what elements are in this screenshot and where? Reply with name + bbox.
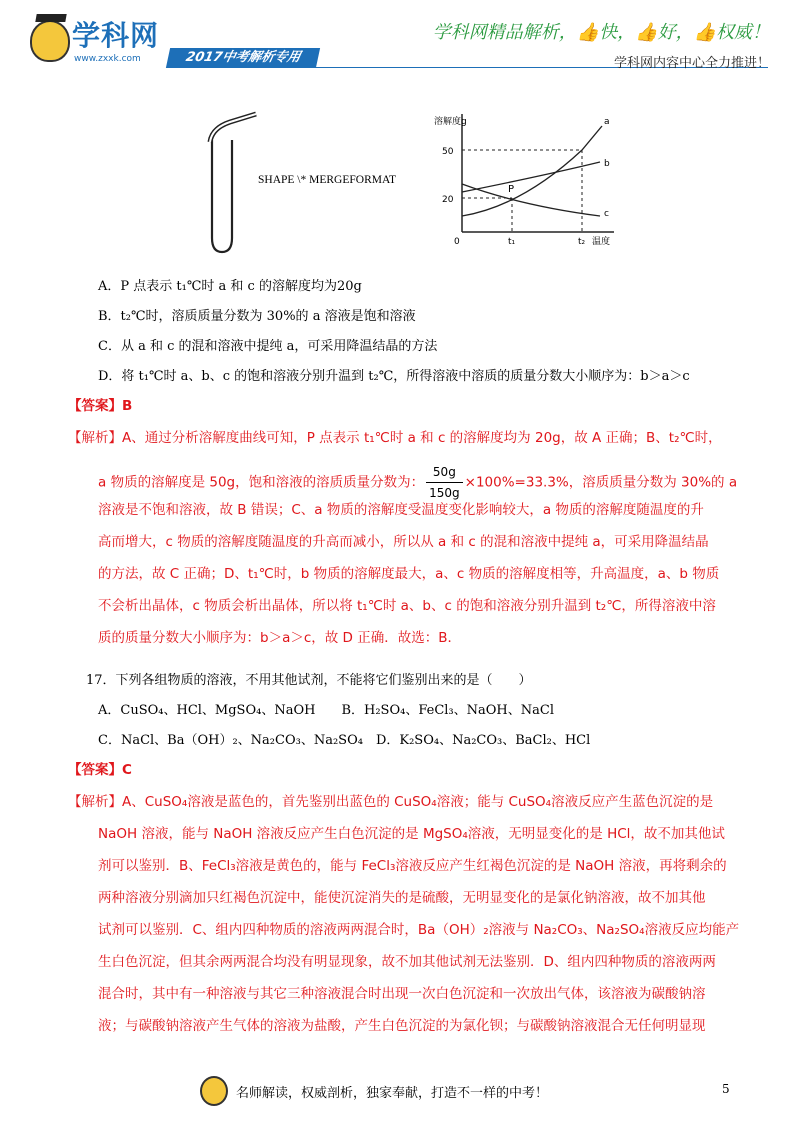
graph-y-label: 溶解度g xyxy=(434,117,467,127)
solubility-graph xyxy=(432,106,622,266)
q17-explanation-line: NaOH 溶液，能与 NaOH 溶液反应产生白色沉淀的是 MgSO₄溶液，无明显变化的是 HCl，故不加其他试 xyxy=(98,826,725,842)
graph-x-label: 温度 xyxy=(592,237,611,247)
page-footer xyxy=(0,1076,800,1116)
test-tube-drawing xyxy=(190,110,260,260)
q16-explanation-line xyxy=(98,462,737,503)
fraction-denominator: 150g xyxy=(429,486,460,500)
q17-explanation-line: 试剂可以鉴别．C、组内四种物质的溶液两两混合时，Ba（OH）₂溶液与 Na₂CO₃、Na₂SO₄溶液反应均能产 xyxy=(98,922,740,938)
graph-point-p: P xyxy=(508,184,515,195)
q17-explanation-line: 剂可以鉴别．B、FeCl₃溶液是黄色的，能与 FeCl₃溶液反应产生红褐色沉淀的是 NaOH 溶液，再将剩余的 xyxy=(98,858,727,874)
q17-explanation-line: 混合时，其中有一种溶液与其它三种溶液混合时出现一次白色沉淀和一次放出气体，该溶液为碳酸钠溶 xyxy=(98,986,706,1002)
logo-url: www.zxxk.com xyxy=(74,54,141,64)
q16-explanation-line: 的方法，故 C 正确；D、t₁℃时，b 物质的溶解度最大，a、c 物质的溶解度相等，升高温度，a、b 物质 xyxy=(98,566,720,582)
header-slogan: 学科网精品解析，👍快，👍好，👍权威！ xyxy=(432,22,770,43)
q17-explanation-line: 【解析】A、CuSO₄溶液是蓝色的，首先鉴别出蓝色的 CuSO₄溶液；能与 CuSO₄溶液反应产生蓝色沉淀的是 xyxy=(68,794,714,810)
page-header xyxy=(0,0,800,80)
footer-slogan: 名师解读，权威剖析，独家奉献，打造不一样的中考！ xyxy=(236,1086,549,1101)
graph-tick-t2: t₂ xyxy=(578,237,586,247)
q17-stem: 17．下列各组物质的溶液，不用其他试剂，不能将它们鉴别出来的是（ ） xyxy=(86,673,532,688)
mascot-icon xyxy=(200,1076,228,1106)
fraction-numerator: 50g xyxy=(426,462,463,483)
header-tagline: 学科网内容中心全力推进！ xyxy=(613,56,770,71)
graph-tick-t1: t₁ xyxy=(508,237,516,247)
q16-option-d: D．将 t₁℃时 a、b、c 的饱和溶液分别升温到 t₂℃，所得溶液中溶质的质量分数大小顺序为：b＞a＞c xyxy=(98,369,690,384)
q17-explanation-line: 两种溶液分别滴加只红褐色沉淀中，能使沉淀消失的是硫酸，无明显变化的是氯化钠溶液，故不加其他 xyxy=(98,890,706,906)
mass-fraction xyxy=(426,462,463,503)
q17-explanation-line: 液；与碳酸钠溶液产生气体的溶液为盐酸，产生白色沉淀的为氯化钡；与碳酸钠溶液混合无任何明显现 xyxy=(98,1018,706,1034)
page-number: 5 xyxy=(722,1082,730,1096)
q16-explanation-text: ×100%=33.3%，溶质质量分数为 30%的 a xyxy=(464,474,738,491)
graph-tick-50: 50 xyxy=(442,147,454,157)
q16-option-a: A．P 点表示 t₁℃时 a 和 c 的溶解度均为20g xyxy=(98,279,362,294)
curve-a-label: a xyxy=(604,117,610,127)
mascot-icon xyxy=(30,20,70,62)
q16-explanation-line: 质的质量分数大小顺序为：b＞a＞c，故 D 正确．故选：B． xyxy=(98,630,462,646)
q17-answer: 【答案】C xyxy=(68,762,132,778)
header-band: 2017中考解析专用 xyxy=(166,48,320,68)
logo-title: 学科网 xyxy=(72,19,160,52)
graph-tick-20: 20 xyxy=(442,195,454,205)
q17-explanation-line: 生白色沉淀，但其余两两混合均没有明显现象，故不加其他试剂无法鉴别．D、组内四种物质的溶液两两 xyxy=(98,954,716,970)
question-figure xyxy=(180,100,620,270)
curve-b-label: b xyxy=(604,159,610,169)
q16-explanation-text: a 物质的溶解度是 50g，饱和溶液的溶质质量分数为： xyxy=(98,474,425,491)
graph-tick-0: 0 xyxy=(454,237,460,247)
q16-answer: 【答案】B xyxy=(68,398,133,414)
q16-option-c: C．从 a 和 c 的混和溶液中提纯 a，可采用降温结晶的方法 xyxy=(98,339,438,354)
q16-option-b: B．t₂℃时，溶质质量分数为 30%的 a 溶液是饱和溶液 xyxy=(98,309,416,324)
shape-placeholder-text: SHAPE \* MERGEFORMAT xyxy=(258,174,397,186)
q16-explanation-line: 溶液是不饱和溶液，故 B 错误；C、a 物质的溶解度受温度变化影响较大，a 物质的溶解度随温度的升 xyxy=(98,502,704,518)
q16-explanation-line: 不会析出晶体，c 物质会析出晶体，所以将 t₁℃时 a、b、c 的饱和溶液分别升温到 t₂℃，所得溶液中溶 xyxy=(98,598,716,614)
q16-explanation-line: 【解析】A、通过分析溶解度曲线可知，P 点表示 t₁℃时 a 和 c 的溶解度均为 20g，故 A 正确；B、t₂℃时， xyxy=(68,430,722,446)
q17-options-row: A．CuSO₄、HCl、MgSO₄、NaOH B．H₂SO₄、FeCl₃、NaOH、NaCl xyxy=(98,703,554,718)
q16-explanation-line: 高而增大，c 物质的溶解度随温度的升高而减小，所以从 a 和 c 的混和溶液中提纯 a，可采用降温结晶 xyxy=(98,534,709,550)
q17-options-row: C．NaCl、Ba（OH）₂、Na₂CO₃、Na₂SO₄ D．K₂SO₄、Na₂CO₃、BaCl₂、HCl xyxy=(98,733,591,748)
curve-c-label: c xyxy=(604,209,609,219)
